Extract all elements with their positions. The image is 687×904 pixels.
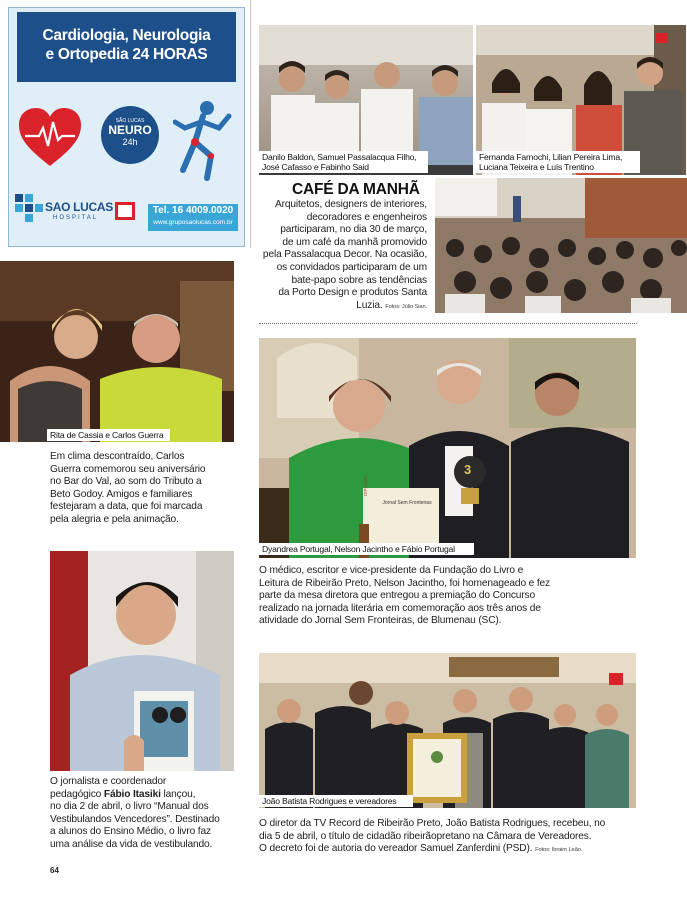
text-line: realizado na jornada literária em comemoração aos três anos de bbox=[259, 602, 541, 614]
photo-fundacao-award bbox=[259, 338, 636, 558]
ad-url: www.gruposaolucas.com.br bbox=[153, 219, 233, 226]
text-line: participaram, no dia 30 de março, bbox=[280, 224, 427, 236]
diploma-title: Jornal Sem Fronteiras bbox=[382, 500, 432, 506]
text-line: O médico, escritor e vice-presidente da Fundação do Livro e bbox=[259, 565, 524, 576]
text-line: Beto Godoy. Amigos e familiares bbox=[50, 488, 193, 500]
caption-cafe-photo-2 bbox=[476, 151, 640, 173]
caption-rita-carlos: Rita de Cassia e Carlos Guerra bbox=[47, 429, 170, 441]
photo-credit-cafe: Fotos: Júlio Sian. bbox=[385, 303, 427, 310]
ad-contact-box bbox=[148, 204, 238, 231]
article-fundacao-text bbox=[259, 565, 639, 628]
ad-heading-line2: e Ortopedia 24 HORAS bbox=[45, 46, 208, 63]
section-divider bbox=[259, 323, 637, 324]
text-line: O jornalista e coordenador bbox=[50, 776, 167, 787]
caption-fundacao: Dyandrea Portugal, Nelson Jacintho e Fábio Portugal bbox=[259, 543, 474, 555]
neuro-small-label: SÃO LUCAS bbox=[115, 118, 145, 124]
text-line: da Porto Design e produtos Santa bbox=[278, 287, 427, 299]
heart-icon bbox=[17, 106, 83, 168]
text-line: pedagógico bbox=[50, 788, 104, 800]
text-line: Arquitetos, designers de interiores, bbox=[274, 199, 427, 210]
text-line: uma análise da vida de vestibulando. bbox=[50, 838, 213, 850]
article-rita-text bbox=[50, 451, 240, 527]
text-line: a alunos do Ensino Médio, o livro faz bbox=[50, 826, 211, 838]
ad-heading bbox=[17, 12, 236, 82]
text-line: O decreto foi de autoria do vereador Samuel Zanferdini (PSD). bbox=[259, 843, 533, 855]
caption-line: Danilo Baldon, Samuel Passalacqua Filho, bbox=[262, 152, 417, 162]
neuro-badge bbox=[101, 106, 159, 164]
caption-line: Luciana Teixeira e Luís Trentino bbox=[479, 162, 594, 172]
page-number: 64 bbox=[50, 866, 59, 875]
text-line: os convidados participaram de um bbox=[276, 261, 427, 273]
ad-brand-name: SAO LUCAS bbox=[45, 200, 113, 214]
text-line: Vestibulandos Vencedores”. Destinado bbox=[50, 813, 220, 825]
caption-line: Fernanda Farnochi, Lilian Pereira Lima, bbox=[479, 152, 623, 162]
ad-phone: Tel. 16 4009.0020 bbox=[152, 205, 234, 216]
article-cafe-text bbox=[259, 199, 427, 313]
caption-cafe-photo-1 bbox=[259, 151, 428, 173]
text-line: no dia 2 de abril, o livro “Manual dos bbox=[50, 801, 209, 813]
text-line: de um café da manhã promovido bbox=[282, 236, 427, 248]
caption-record: João Batista Rodrigues e vereadores bbox=[259, 795, 413, 807]
hospital-advertisement bbox=[8, 7, 245, 247]
text-bold-name: Fábio Itasiki bbox=[103, 788, 161, 800]
article-record-text bbox=[259, 818, 639, 857]
article-itasiki-text bbox=[50, 776, 250, 852]
text-line: O diretor da TV Record de Ribeirão Preto, João Batista Rodrigues, recebeu, no bbox=[259, 818, 606, 829]
column-divider bbox=[250, 0, 251, 248]
award-number: 3 bbox=[464, 462, 472, 477]
photo-rita-carlos bbox=[0, 261, 234, 442]
text-line: Em clima descontraído, Carlos bbox=[50, 451, 185, 462]
text-line: atividade do Jornal Sem Fronteiras, de Blumenau (SC). bbox=[259, 615, 502, 627]
text-line: pela alegria e pela animação. bbox=[50, 513, 179, 525]
text-line: Luzia. bbox=[356, 299, 383, 311]
neuro-24h-label: 24h bbox=[122, 137, 138, 147]
photo-record-vereadores bbox=[259, 653, 636, 808]
ad-heading-line1: Cardiologia, Neurologia bbox=[42, 27, 211, 44]
headline-cafe-da-manha: CAFÉ DA MANHÃ bbox=[292, 181, 420, 198]
text-line: bate-papo sobre as tendências bbox=[291, 274, 427, 286]
photo-fabio-itasiki bbox=[50, 551, 234, 771]
diploma-label: DIPLOMA bbox=[363, 475, 368, 496]
hospital-logo-icon bbox=[15, 194, 43, 224]
text-line: pela Passalacqua Decor. Na ocasião, bbox=[262, 249, 427, 261]
text-line: Guerra comemorou seu aniversário bbox=[50, 463, 206, 475]
photo-cafe-audience bbox=[435, 178, 687, 313]
runner-skeleton-icon bbox=[173, 98, 235, 182]
photo-credit-record: Fotos: Ibraim Leão. bbox=[535, 847, 583, 854]
text-line: parte da mesa diretora que entregou a premiação do Concurso bbox=[259, 590, 536, 602]
badge-flag-icon bbox=[115, 202, 135, 220]
text-line: Leitura de Ribeirão Preto, Nelson Jacintho, foi homenageado e fez bbox=[259, 577, 550, 589]
ad-brand-sub: HOSPITAL bbox=[53, 215, 99, 221]
text-line: no Bar do Val, ao som do Tributo a bbox=[50, 476, 202, 488]
text-line: decoradores e engenheiros bbox=[306, 211, 427, 223]
text-line: festejaram a data, que foi marcada bbox=[50, 501, 203, 513]
neuro-label: NEURO bbox=[108, 123, 152, 137]
text-line: dia 5 de abril, o título de cidadão ribeirãopretano na Câmara de Vereadores. bbox=[259, 830, 592, 842]
caption-line: José Cafasso e Fabinho Said bbox=[262, 162, 369, 172]
text-line: lançou, bbox=[160, 788, 196, 800]
